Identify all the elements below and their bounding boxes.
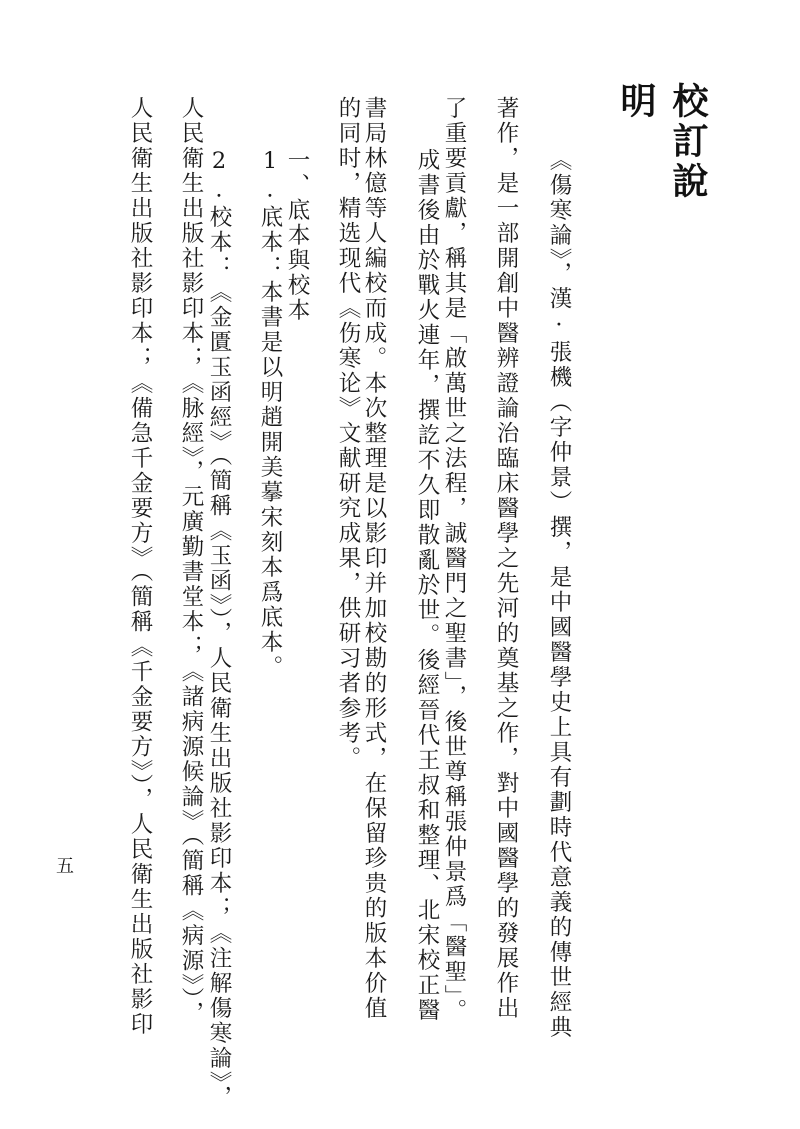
page-title: 校訂說明 [615, 82, 709, 202]
section-heading: 一、底本與校本 [284, 148, 310, 323]
text-column-3: 了重要貢獻，稱其是「啟萬世之法程，誠醫門之聖書」，後世尊稱張仲景爲「醫聖」。 [441, 96, 467, 1024]
text-column-5: 書局林億等人編校而成。本次整理是以影印并加校勘的形式，在保留珍贵的版本价值 [361, 96, 387, 1021]
page-number: 五 [56, 856, 74, 877]
text-column-1: 《傷寒論》，漢·張機（字仲景）撰，是中國醫學史上具有劃時代意義的傳世經典 [546, 148, 572, 1041]
text-column-9: 2.校本：《金匱玉函經》（簡稱《玉函》），人民衛生出版社影印本；《注解傷寒論》， [206, 148, 232, 1110]
text-column-11: 人民衛生出版社影印本；《備急千金要方》（簡稱《千金要方》），人民衛生出版社影印 [127, 96, 153, 1038]
text-column-4: 成書後由於戰火連年，撰訖不久即散亂於世。後經晉代王叔和整理、北宋校正醫 [414, 148, 440, 1023]
text-column-10: 人民衛生出版社影印本；《脉經》，元廣勤書堂本；《諸病源候論》（簡稱《病源》）， [178, 96, 204, 1026]
text-column-2: 著作，是一部開創中醫辨證論治臨床醫學之先河的奠基之作，對中國醫學的發展作出 [493, 96, 519, 1021]
text-column-6: 的同时，精选现代《伤寒论》文献研究成果，供研习者参考。 [335, 96, 361, 771]
text-column-8: 1.底本：本書是以明趙開美摹宋刻本爲底本。 [257, 148, 283, 680]
